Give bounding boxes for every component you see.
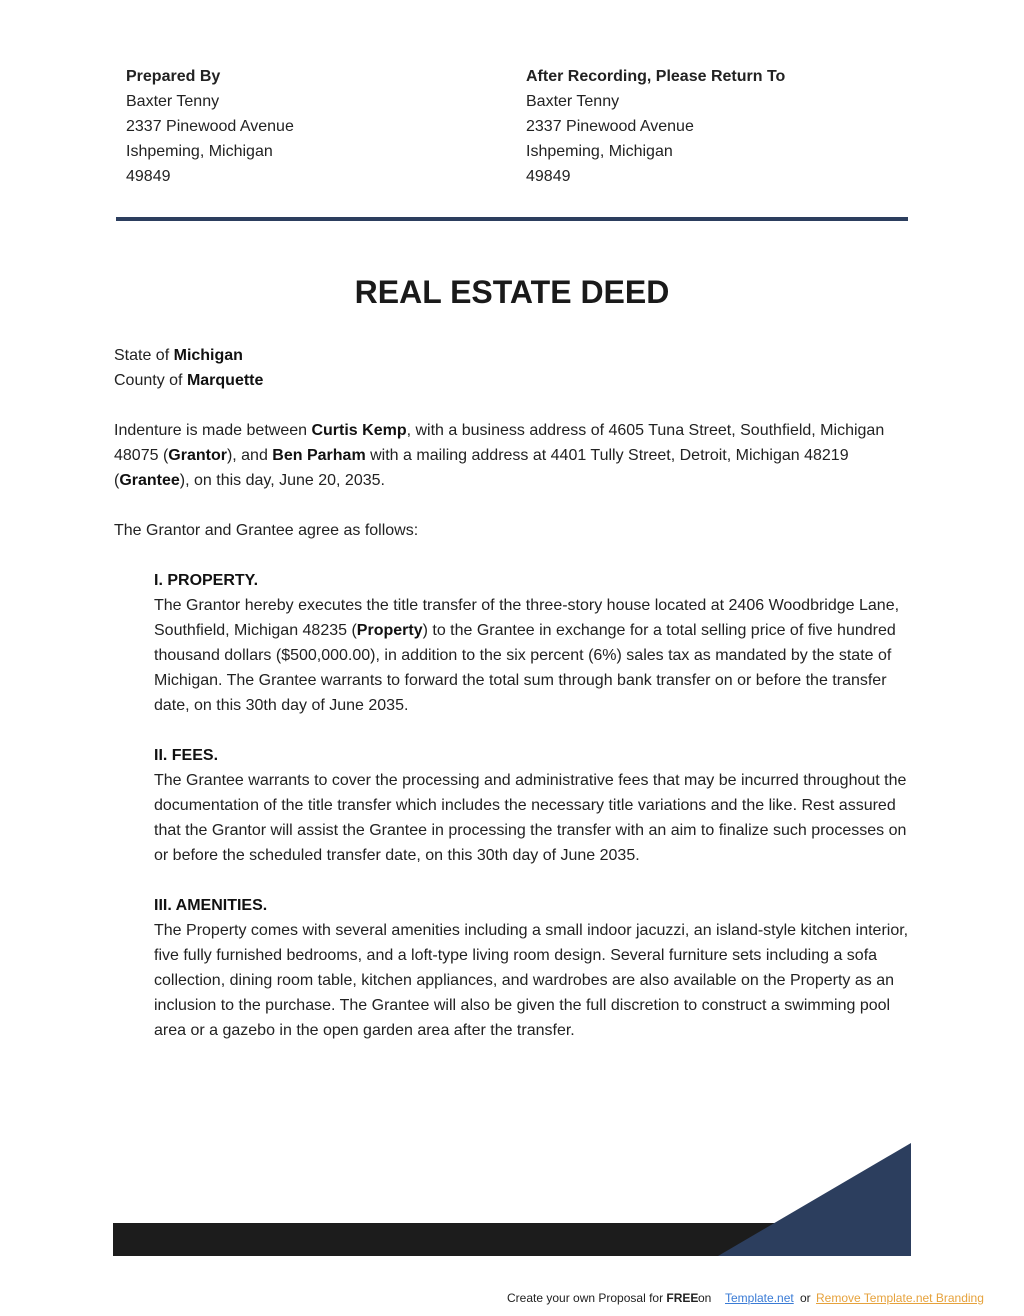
state-value: Michigan (173, 347, 243, 364)
return-to-street: 2337 Pinewood Avenue (526, 118, 694, 135)
return-to-city-state: Ishpeming, Michigan (526, 143, 673, 160)
remove-branding-link[interactable]: Remove Template.net Branding (816, 1291, 984, 1305)
section-title: III. AMENITIES. (154, 897, 268, 914)
branding-on: on (698, 1291, 712, 1305)
indenture-text: , with a business address of 4605 Tuna Street, Southfield, Michigan 48075 ( (114, 422, 885, 464)
prepared-by-city-state: Ishpeming, Michigan (126, 143, 273, 160)
section-title: II. FEES. (154, 747, 219, 764)
return-to-name: Baxter Tenny (526, 93, 620, 110)
branding-pre: Create your own Proposal for (507, 1291, 667, 1305)
document-title: REAL ESTATE DEED (354, 274, 670, 310)
indenture-text: Indenture is made between (114, 422, 312, 439)
state-label: State of (114, 347, 170, 364)
section-body: The Property comes with several amenities including a small indoor jacuzzi, an island-style kitchen interior, five fully furnished bedrooms, and a loft-type living room design. Several furniture sets including a sofa collection, dining room table, kitchen appliances, and wardrobes are also available on the Property as an inclusion to the purchase. The Grantee will also be given the full discretion to construct a swimming pool area or a gazebo in the open garden area after the transfer. (154, 922, 909, 1039)
county-label: County of (114, 372, 183, 389)
branding-or: or (800, 1291, 811, 1305)
branding-bar (0, 1290, 1024, 1308)
prepared-by-name: Baxter Tenny (126, 93, 220, 110)
section-body: The Grantee warrants to cover the processing and administrative fees that may be incurred throughout the documentation of the title transfer which includes the necessary title variations and the like. Rest assured that the Grantor will assist the Grantee in processing the transfer with an aim to finalize such processes on or before the scheduled transfer date, on this 30th day of June 2035. (154, 772, 907, 864)
agree-paragraph: The Grantor and Grantee agree as follows: (114, 522, 419, 539)
grantor-name: Curtis Kemp (311, 422, 407, 439)
property-term: Property (356, 622, 423, 639)
grantor-label: Grantor (168, 447, 227, 464)
county-value: Marquette (186, 372, 264, 389)
indenture-text: with a mailing address at 4401 Tully Street, Detroit, Michigan 48219 ( (114, 447, 849, 489)
return-to-heading: After Recording, Please Return To (526, 68, 786, 85)
grantee-name: Ben Parham (272, 447, 366, 464)
branding-free: FREE (666, 1291, 699, 1305)
prepared-by-heading: Prepared By (126, 68, 221, 85)
return-to-zip: 49849 (526, 168, 571, 185)
template-net-link[interactable]: Template.net (725, 1291, 794, 1305)
prepared-by-zip: 49849 (126, 168, 171, 185)
indenture-text: ), and (226, 447, 273, 464)
accent-triangle-shape (718, 1143, 911, 1256)
section-text: The Grantor hereby executes the title transfer of the three-story house located at 2406 Woodbridge Lane, Southfield, Michigan 48235 ( (154, 597, 900, 639)
indenture-text: ), on this day, June 20, 2035. (179, 472, 385, 489)
section-text: ) to the Grantee in exchange for a total selling price of five hundred thousand dollars ($500,000.00), in addition to the six percent (6%) sales tax as mandated by the state of Michigan. The Grantee warrants to forward the total sum through bank transfer on or before the transfer date, on this 30th day of June 2035. (154, 622, 896, 714)
branding-text (507, 1290, 698, 1306)
section-title: I. PROPERTY. (154, 572, 259, 589)
grantee-label: Grantee (119, 472, 180, 489)
prepared-by-street: 2337 Pinewood Avenue (126, 118, 294, 135)
